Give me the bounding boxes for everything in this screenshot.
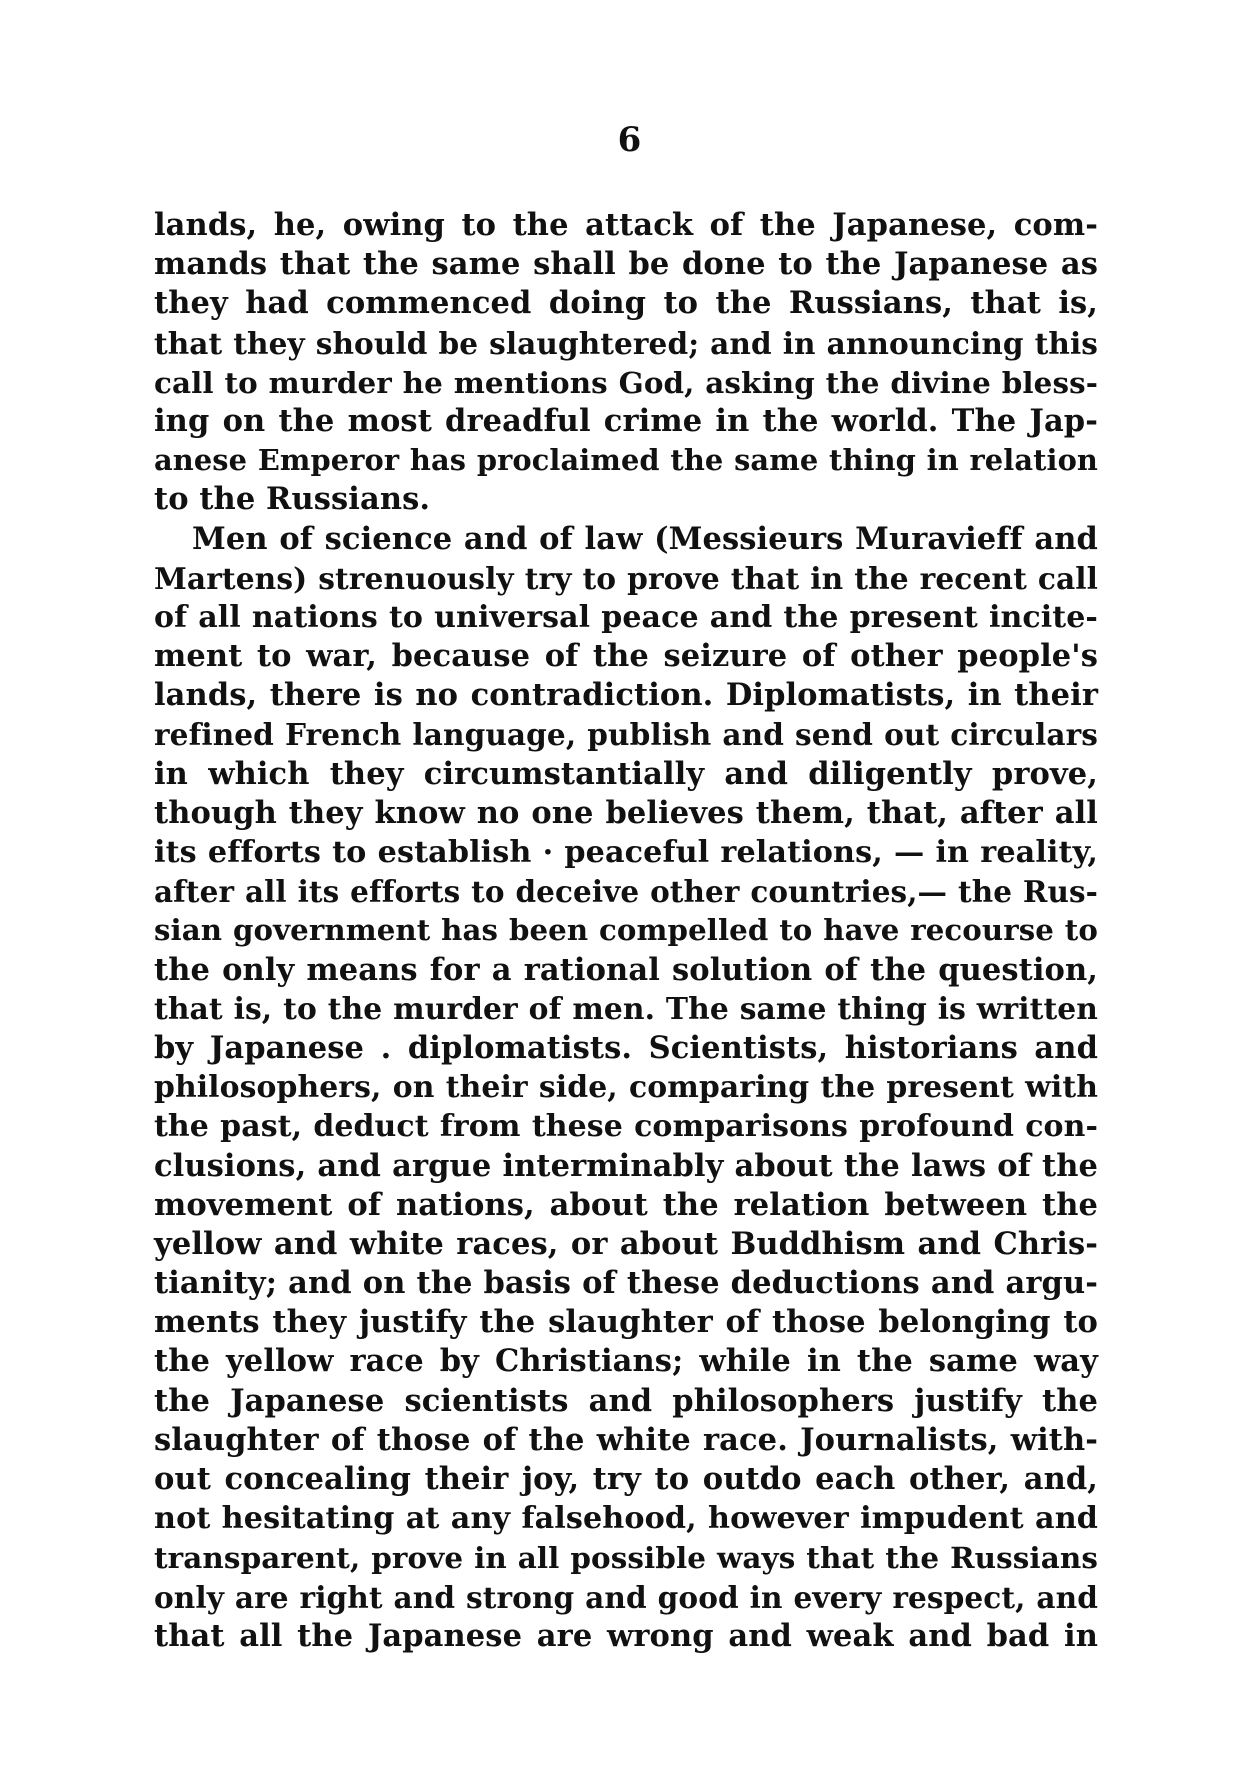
text-line: lands, he, owing to the attack of the Japanese, com- (154, 207, 1098, 243)
page-number: 6 (617, 120, 642, 160)
text-line: the yellow race by Christians; while in the same way (154, 1343, 1098, 1380)
text-line: out concealing their joy, try to outdo each other, and, (154, 1461, 1098, 1497)
text-line: movement of nations, about the relation between the (154, 1186, 1098, 1223)
text-line: ing on the most dreadful crime in the world. The Jap- (154, 402, 1098, 439)
text-line: that is, to the murder of men. The same thing is written (154, 991, 1098, 1027)
text-line: the past, deduct from these comparisons profound con- (154, 1109, 1098, 1145)
text-line: transparent, prove in all possible ways that the Russians (154, 1540, 1098, 1576)
text-line: in which they circumstantially and diligently prove, (154, 755, 1098, 792)
text-line: the Japanese scientists and philosophers justify the (154, 1382, 1098, 1419)
text-line: by Japanese . diplomatists. Scientists, historians and (154, 1029, 1098, 1066)
body-text (154, 206, 1098, 1656)
text-line: ments they justify the slaughter of those belonging to (154, 1304, 1098, 1341)
text-line: yellow and white races, or about Buddhism and Chris- (154, 1225, 1098, 1262)
text-line: mands that the same shall be done to the Japanese as (154, 246, 1098, 283)
text-line: of all nations to universal peace and the present incite- (154, 599, 1098, 635)
text-line: call to murder he mentions God, asking the divine bless- (154, 364, 1098, 400)
paragraph-start-line: Men of science and of law (Messieurs Muravieff and (192, 520, 1098, 557)
text-line: its efforts to establish · peaceful relations, — in reality, (154, 835, 1098, 870)
text-line: clusions, and argue interminably about the laws of the (154, 1147, 1098, 1184)
text-line: sian government has been compelled to have recourse to (154, 913, 1098, 948)
text-line: ment to war, because of the seizure of other people's (154, 638, 1098, 675)
text-line: not hesitating at any falsehood, however impudent and (154, 1501, 1098, 1537)
text-line: that all the Japanese are wrong and weak and bad in (154, 1617, 1098, 1654)
text-line: that they should be slaughtered; and in announcing this (154, 325, 1098, 361)
text-line: lands, there is no contradiction. Diplomatists, in their (154, 677, 1098, 714)
text-line: after all its efforts to deceive other countries,— the Rus- (154, 874, 1098, 910)
paragraph-end-line: to the Russians. (154, 481, 431, 518)
text-line: slaughter of those of the white race. Journalists, with- (154, 1421, 1098, 1458)
text-line: only are right and strong and good in every respect, and (154, 1579, 1098, 1615)
text-line: the only means for a rational solution of the question, (154, 951, 1098, 988)
text-line: philosophers, on their side, comparing the present with (154, 1070, 1098, 1106)
text-line: anese Emperor has proclaimed the same thing in relation (154, 443, 1098, 478)
text-line: refined French language, publish and send out circulars (154, 717, 1098, 753)
text-line: Martens) strenuously try to prove that in the recent call (154, 560, 1098, 596)
text-line: though they know no one believes them, that, after all (154, 794, 1098, 831)
text-line: they had commenced doing to the Russians, that is, (154, 285, 1098, 322)
text-line: tianity; and on the basis of these deductions and argu- (154, 1265, 1098, 1302)
